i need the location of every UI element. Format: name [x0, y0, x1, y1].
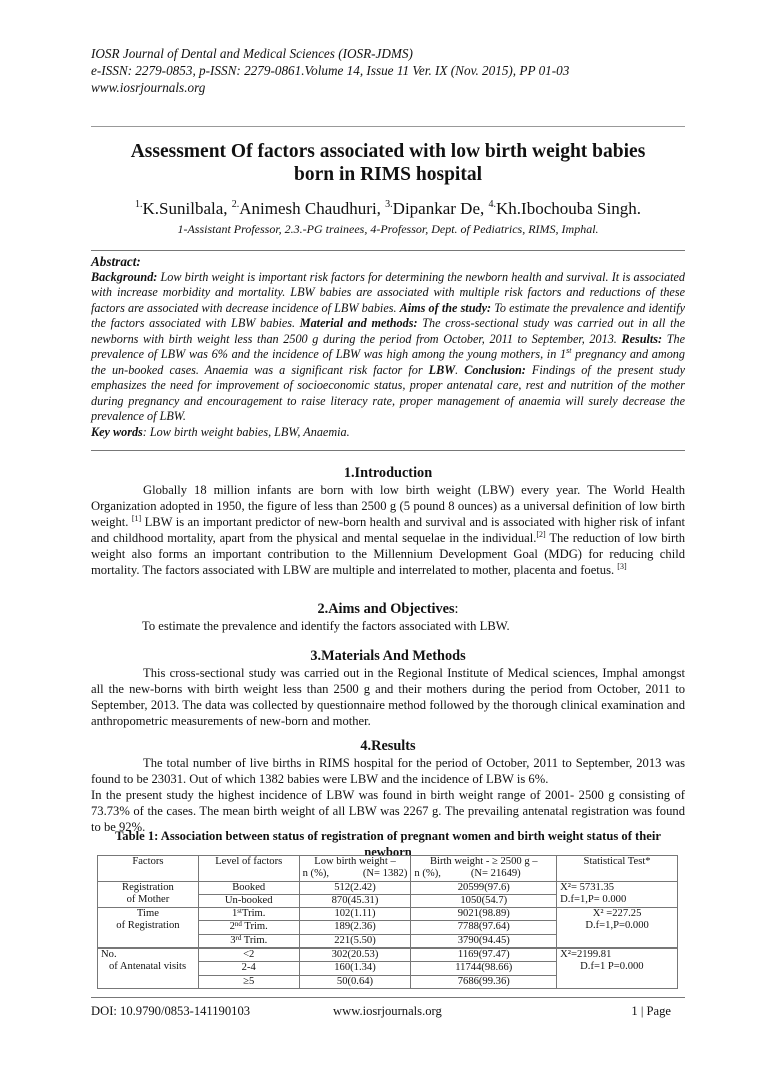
stat-df-p: D.f=1 P=0.000 [580, 961, 644, 973]
level-sup: nd [234, 920, 242, 929]
methods-text: The cross-sectional study was carried out in all the newborns with birth weight less than 2500 g during the period from October, 2011 to September, 2013. [91, 316, 685, 346]
abstract-body [91, 270, 685, 425]
ordinal-sup: st [566, 346, 572, 355]
level-num: 2 [229, 921, 235, 933]
stat-chi-square: X² =227.25 [592, 908, 642, 920]
keywords-label: Key words [91, 424, 143, 439]
level-rest: Trim. [241, 908, 266, 920]
background-label: Background: [91, 269, 158, 284]
factor-line-1: No. [101, 949, 117, 961]
affiliation: 1-Assistant Professor, 2.3.-PG trainees, 4-Professor, Dept. of Pediatrics, RIMS, Imphal. [177, 222, 599, 236]
methods-text: This cross-sectional study was carried out in the Regional Institute of Medical sciences, Imphal amongst all the new-borns with birth weight less than 2500 g and their mothers during the period from October, 2011 to September, 2013. The data was collected by questionnaire method followed by the thorough clinical examination and anthropometric measurements of new-born and mother. [91, 666, 685, 729]
journal-name: IOSR Journal of Dental and Medical Sciences (IOSR-JDMS) [91, 46, 413, 61]
nbw-cell: 7788(97.64) [411, 921, 557, 934]
table-header-row [98, 856, 678, 882]
level-rest: Trim. [241, 921, 268, 933]
caption-line-2: newborn [364, 844, 412, 859]
stat-cell [557, 948, 678, 988]
level-cell: Booked [198, 881, 299, 894]
conclusion-text: Findings of the present study emphasizes the need for improvement of socioeconomic status, proper antenatal care, rest and nutrition of the mother during pregnancy and encouragement to raise literacy rate, proper management of anaemia will surely decrease the prevalence of LBW. [91, 362, 686, 423]
header-factors: Factors [98, 856, 199, 882]
paper-title [91, 140, 685, 186]
keywords [91, 425, 685, 441]
header-lbw-total: (N= 1382) [362, 868, 408, 880]
stat-chi-square: X²= 5731.35 [560, 881, 615, 893]
section-heading-introduction: 1.Introduction [343, 465, 433, 481]
results-paragraph-2: In the present study the highest incidence of LBW was found in birth weight range of 2001- 2500 g consisting of 73.73% of the cases. The mean birth weight of all LBW was 2267 g. The prevailing antenatal registration was found to be 92%. [91, 788, 685, 835]
level-cell: <2 [198, 948, 299, 962]
aims-heading-colon: : [454, 601, 459, 617]
header-normal-bw [411, 856, 557, 882]
abstract-bottom-rule [91, 450, 685, 451]
author-number: 3. [385, 199, 393, 210]
title-line-1: Assessment Of factors associated with low birth weight babies [130, 141, 646, 162]
aims-text: To estimate the prevalence and identify the factors associated with LBW babies. [91, 300, 686, 330]
factor-cell [98, 908, 199, 948]
results-label: Results: [621, 331, 663, 346]
journal-website[interactable]: www.iosrjournals.org [91, 80, 206, 95]
nbw-cell: 1050(54.7) [411, 894, 557, 907]
section-heading-methods: 3.Materials And Methods [310, 648, 466, 664]
issn-line: e-ISSN: 2279-0853, p-ISSN: 2279-0861.Volume 14, Issue 11 Ver. IX (Nov. 2015), PP 01-03 [91, 63, 570, 78]
intro-text-part: The reduction of low birth weight also forms an important contribution to the Millennium Development Goal (MDG) for reducing child mortality. The factors associated with LBW are multiple and interrelated to mother, placenta and foetus. [91, 531, 685, 578]
citation-ref[interactable]: [3] [617, 562, 627, 572]
author-name: Animesh Chaudhuri, [239, 199, 381, 218]
abstract [91, 254, 685, 440]
header-nbw-n: n (%), [414, 868, 441, 880]
header-lbw [299, 856, 411, 882]
conclusion-label: Conclusion: [464, 362, 526, 377]
citation-ref[interactable]: [2] [536, 530, 546, 540]
lbw-cell: 302(20.53) [299, 948, 411, 962]
header-nbw-total: (N= 21649) [470, 868, 521, 880]
results-text: The prevalence of LBW was 6% and the incidence of LBW was high among the young mothers, in 1 [91, 331, 686, 361]
author-name: K.Sunilbala, [142, 199, 228, 218]
header-divider [91, 126, 685, 127]
footer-website[interactable]: www.iosrjournals.org [333, 1004, 442, 1018]
header-lbw-n: n (%), [302, 868, 330, 880]
footer-rule [91, 997, 685, 998]
level-cell: ≥5 [198, 975, 299, 988]
factor-cell [98, 948, 199, 988]
table-row [98, 908, 678, 921]
nbw-cell: 3790(94.45) [411, 934, 557, 948]
journal-header [91, 45, 569, 96]
level-cell: Un-booked [198, 894, 299, 907]
level-sup: rd [235, 933, 242, 942]
caption-line-1: Table 1: Association between status of registration of pregnant women and birth weight status of their [115, 829, 661, 843]
factor-line-1: Time [136, 908, 159, 920]
header-stat: Statistical Test* [557, 856, 678, 882]
author-number: 4. [488, 199, 496, 210]
level-rest: Trim. [241, 934, 268, 946]
results-text: pregnancy and among the un-booked cases. Anaemia was a significant risk factor for [91, 347, 685, 377]
nbw-cell: 9021(98.89) [411, 908, 557, 921]
factor-line-2: of Registration [116, 920, 180, 932]
stat-df-p: D.f=1,P= 0.000 [560, 893, 627, 905]
association-table [97, 855, 678, 989]
lbw-cell: 102(1.11) [299, 908, 411, 921]
abstract-top-rule [91, 250, 685, 251]
lbw-cell: 50(0.64) [299, 975, 411, 988]
level-cell [198, 921, 299, 934]
title-line-2: born in RIMS hospital [293, 164, 482, 185]
lbw-cell: 870(45.31) [299, 894, 411, 907]
level-cell [198, 934, 299, 948]
level-cell: 2-4 [198, 962, 299, 975]
lbw-cell: 189(2.36) [299, 921, 411, 934]
lbw-cell: 512(2.42) [299, 881, 411, 894]
table-row [98, 948, 678, 962]
author-name: Kh.Ibochouba Singh. [496, 199, 641, 218]
nbw-cell: 7686(99.36) [411, 975, 557, 988]
aims-label: Aims of the study: [399, 300, 492, 315]
factor-line-2: of Mother [126, 893, 170, 905]
author-number: 2. [231, 199, 240, 210]
stat-cell [557, 881, 678, 908]
author-list [91, 199, 685, 219]
section-heading-results: 4.Results [360, 738, 416, 754]
aims-text: To estimate the prevalence and identify the factors associated with LBW. [142, 619, 510, 633]
page-number: 1 | Page [631, 1004, 671, 1018]
intro-text-part: Globally 18 million infants are born with low birth weight (LBW) every year. The World Health Organization adopted in 1950, the figure of less than 2500 g (5 pound 8 ounces) as a universal definition of low birth weight. [91, 483, 685, 530]
background-text: Low birth weight is important risk factors for determining the newborn health and survival. It is associated with increase morbidity and mortality. LBW babies are associated with multiple risk factors and reductions of these factors are associated with decrease incidence of LBW babies. [91, 269, 685, 315]
stat-df-p: D.f=1,P=0.000 [585, 920, 649, 932]
factor-line-2: of Antenatal visits [109, 961, 187, 973]
table-row [98, 881, 678, 894]
intro-text-part: LBW is an important predictor of new-born health and survival and is associated with higher risk of infant and childhood mortality, apart from the physical and mental sequelae in the individual. [91, 515, 685, 546]
citation-ref[interactable]: [1] [131, 514, 142, 524]
lbw-cell: 160(1.34) [299, 962, 411, 975]
level-num: 3 [230, 934, 236, 946]
abstract-heading: Abstract: [91, 254, 141, 269]
author-name: Dipankar De, [392, 199, 485, 218]
methods-label: Material and methods: [299, 316, 418, 330]
aims-heading-text: 2.Aims and Objectives [317, 601, 455, 617]
nbw-cell: 20599(97.6) [411, 881, 557, 894]
nbw-cell: 1169(97.47) [411, 948, 557, 962]
header-lbw-line1: Low birth weight – [314, 856, 396, 867]
stat-chi-square: X²=2199.81 [560, 949, 612, 961]
nbw-cell: 11744(98.66) [411, 962, 557, 975]
stat-cell [557, 908, 678, 948]
footer-doi: DOI: 10.9790/0853-141190103 [91, 1004, 251, 1018]
factor-cell [98, 881, 199, 908]
lbw-cell: 221(5.50) [299, 934, 411, 948]
level-num: 1 [232, 908, 238, 920]
author-number: 1. [135, 199, 143, 210]
results-paragraph-1: The total number of live births in RIMS hospital for the period of October, 2011 to September, 2013 was found to be 23031. Out of which 1382 babies were LBW and the incidence of LBW is 6%. [91, 756, 685, 787]
level-sup: st [237, 907, 242, 916]
factor-line-1: Registration [122, 881, 174, 893]
keywords-text: : Low birth weight babies, LBW, Anaemia. [142, 424, 350, 439]
results-lbw: LBW [428, 362, 456, 377]
results-text: . [455, 362, 465, 377]
introduction-text [91, 482, 685, 579]
header-nbw-line1: Birth weight - ≥ 2500 g – [429, 856, 538, 867]
header-level: Level of factors [198, 856, 299, 882]
level-cell [198, 908, 299, 921]
section-heading-aims [91, 601, 685, 618]
